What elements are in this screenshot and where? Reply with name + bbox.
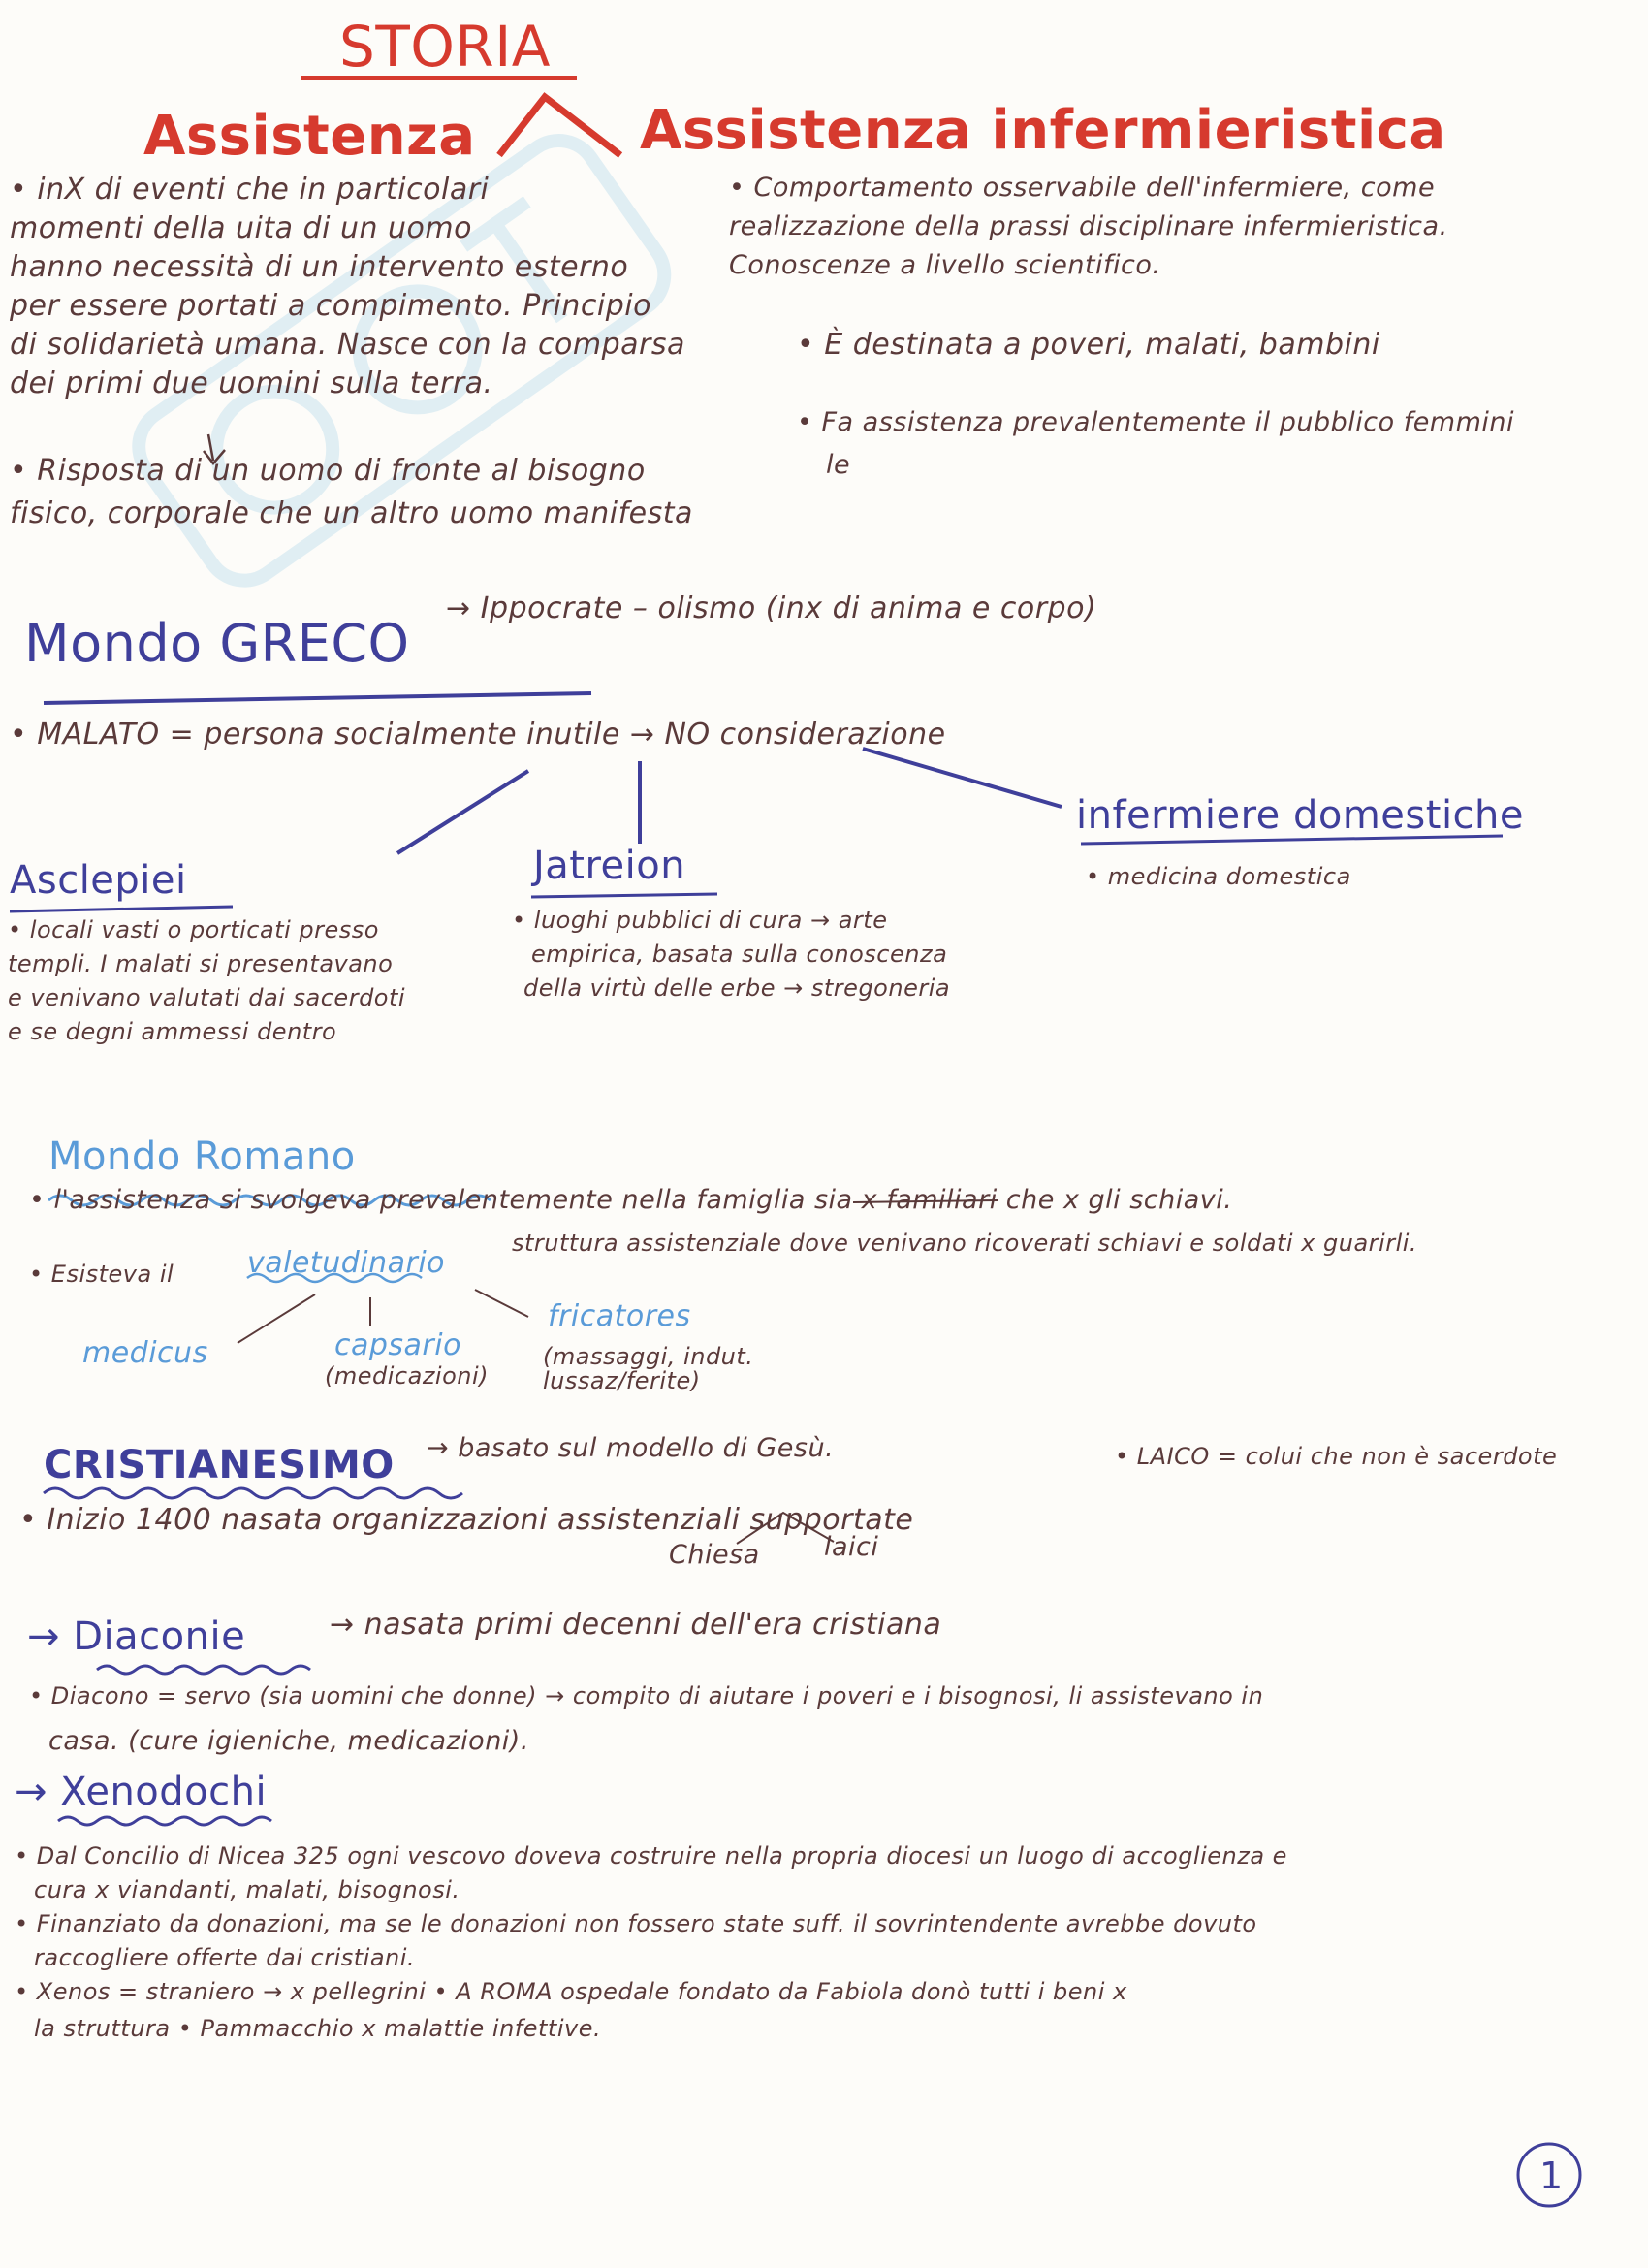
greco-heading: Mondo GRECO bbox=[24, 613, 410, 674]
jatreion-line: della virtù delle erbe → stregoneria bbox=[523, 974, 951, 1002]
valetudinario-label: valetudinario bbox=[247, 1246, 446, 1280]
infermieristica-bullet: • Fa assistenza prevalentemente il pubblico femmini bbox=[797, 407, 1515, 437]
assistenza-line: • inX di eventi che in particolari bbox=[10, 173, 490, 207]
fricatores-label: fricatores bbox=[548, 1299, 691, 1333]
medicus-label: medicus bbox=[82, 1336, 208, 1370]
jatreion-line: empirica, basata sulla conoscenza bbox=[531, 941, 948, 968]
infermieristica-line: • Comportamento osservabile dell'infermiere, come bbox=[729, 173, 1436, 203]
assistenza-line: hanno necessità di un intervento esterno bbox=[10, 250, 629, 284]
assistenza-line: • Risposta di un uomo di fronte al bisogno bbox=[10, 454, 646, 488]
laici-label: laici bbox=[824, 1532, 879, 1562]
greco-line: • MALATO = persona socialmente inutile → NO considerazione bbox=[10, 718, 946, 751]
domestiche-line: • medicina domestica bbox=[1086, 863, 1351, 890]
jatreion-line: • luoghi pubblici di cura → arte bbox=[512, 907, 888, 934]
romano-esisteva: • Esisteva il bbox=[29, 1261, 174, 1288]
asclepiei-heading: Asclepiei bbox=[10, 858, 187, 903]
jatreion-heading: Jatreion bbox=[533, 844, 686, 888]
capsario-note: (medicazioni) bbox=[325, 1362, 490, 1390]
infermieristica-line: Conoscenze a livello scientifico. bbox=[729, 250, 1161, 280]
greco-aside: → Ippocrate – olismo (inx di anima e corpo) bbox=[446, 591, 1097, 625]
romano-heading: Mondo Romano bbox=[48, 1134, 356, 1179]
cristianesimo-line: • Inizio 1400 nasata organizzazioni assistenziali supportate bbox=[19, 1503, 914, 1537]
assistenza-line: per essere portati a compimento. Principio bbox=[10, 289, 651, 323]
diaconie-line: casa. (cure igieniche, medicazioni). bbox=[48, 1726, 529, 1756]
fricatores-note: (massaggi, indut. bbox=[543, 1343, 754, 1370]
romano-line: struttura assistenziale dove venivano ricoverati schiavi e soldati x guarirli. bbox=[512, 1230, 1418, 1257]
diaconie-aside: → nasata primi decenni dell'era cristiana bbox=[330, 1608, 942, 1642]
infermieristica-bullet: le bbox=[826, 450, 851, 480]
assistenza-line: fisico, corporale che un altro uomo manifesta bbox=[10, 496, 693, 530]
page-title: STORIA bbox=[339, 14, 551, 80]
assistenza-heading: Assistenza bbox=[143, 105, 476, 168]
infermieristica-heading: Assistenza infermieristica bbox=[640, 99, 1446, 162]
infermieristica-line: realizzazione della prassi disciplinare infermieristica. bbox=[729, 211, 1448, 241]
romano-line: • l'assistenza si svolgeva prevalentemente nella famiglia sia x familiari che x gli schiavi. bbox=[29, 1185, 1233, 1215]
infermieristica-bullet: • È destinata a poveri, malati, bambini bbox=[797, 328, 1380, 362]
asclepiei-line: e se degni ammessi dentro bbox=[8, 1018, 337, 1045]
chiesa-label: Chiesa bbox=[669, 1540, 760, 1570]
assistenza-line: dei primi due uomini sulla terra. bbox=[10, 367, 493, 400]
cristianesimo-aside: → basato sul modello di Gesù. bbox=[427, 1433, 835, 1463]
xenodochi-line: cura x viandanti, malati, bisognosi. bbox=[34, 1876, 460, 1903]
laico-note: • LAICO = colui che non è sacerdote bbox=[1115, 1443, 1558, 1470]
domestiche-heading: infermiere domestiche bbox=[1076, 793, 1525, 838]
assistenza-line: di solidarietà umana. Nasce con la comparsa bbox=[10, 328, 685, 362]
cristianesimo-heading: CRISTIANESIMO bbox=[44, 1443, 395, 1487]
xenodochi-line: la struttura • Pammacchio x malattie infettive. bbox=[34, 2015, 602, 2042]
assistenza-line: momenti della uita di un uomo bbox=[10, 211, 472, 245]
xenodochi-line: • Xenos = straniero → x pellegrini • A ROMA ospedale fondato da Fabiola donò tutti i beni x bbox=[15, 1978, 1127, 2005]
fricatores-note: lussaz/ferite) bbox=[543, 1367, 701, 1394]
diaconie-heading: → Diaconie bbox=[27, 1614, 246, 1659]
page-number: 1 bbox=[1539, 2155, 1564, 2197]
asclepiei-line: templi. I malati si presentavano bbox=[8, 950, 394, 977]
xenodochi-line: • Dal Concilio di Nicea 325 ogni vescovo doveva costruire nella propria diocesi un luogo di accoglienza e bbox=[15, 1842, 1287, 1869]
xenodochi-line: • Finanziato da donazioni, ma se le donazioni non fossero state suff. il sovrintendente avrebbe dovuto bbox=[15, 1910, 1257, 1937]
asclepiei-line: e venivano valutati dai sacerdoti bbox=[8, 984, 406, 1011]
xenodochi-line: raccogliere offerte dai cristiani. bbox=[34, 1944, 416, 1971]
asclepiei-line: • locali vasti o porticati presso bbox=[8, 916, 379, 943]
capsario-label: capsario bbox=[334, 1328, 461, 1362]
diaconie-line: • Diacono = servo (sia uomini che donne) → compito di aiutare i poveri e i bisognosi, li assistevano in bbox=[29, 1682, 1264, 1709]
xenodochi-heading: → Xenodochi bbox=[15, 1770, 268, 1814]
